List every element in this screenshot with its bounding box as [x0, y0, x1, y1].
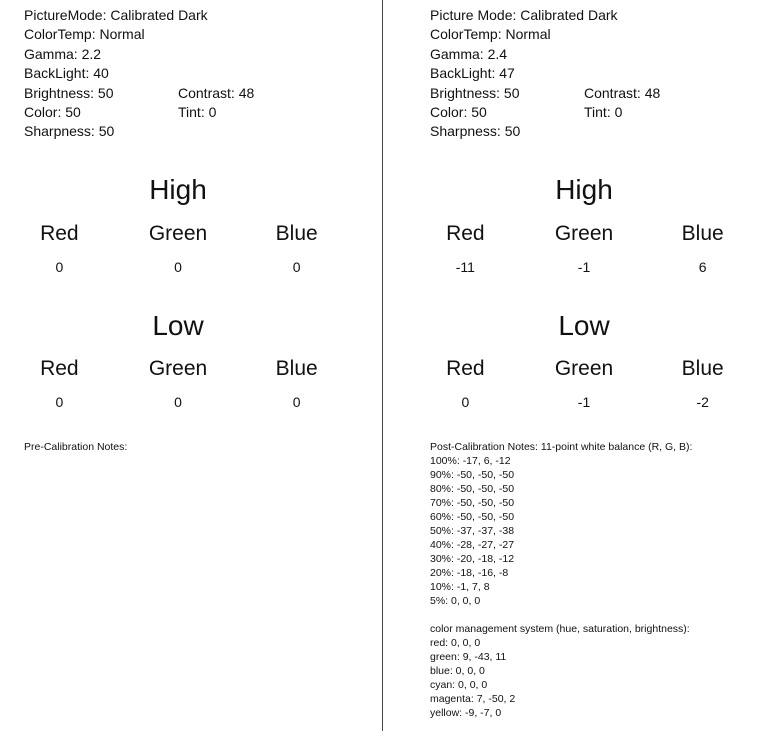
- setting-row: [24, 103, 254, 122]
- low-red-value: 0: [55, 394, 64, 410]
- low-title: Low: [152, 310, 204, 341]
- green-label: Green: [554, 357, 614, 380]
- blue-label: Blue: [275, 222, 318, 245]
- setting-backlight: BackLight: 40: [24, 65, 109, 82]
- settings-block: [24, 6, 254, 142]
- high-channel-values: [0, 258, 356, 276]
- high-red-value: 0: [55, 259, 64, 275]
- wb-line: 70%: -50, -50, -50: [430, 497, 515, 509]
- setting-color: Color: 50: [430, 104, 487, 121]
- wb-line: 80%: -50, -50, -50: [430, 483, 515, 495]
- green-label: Green: [554, 222, 614, 245]
- low-blue-value: -2: [696, 394, 709, 410]
- cms-line: green: 9, -43, 11: [430, 651, 507, 663]
- high-channel-labels: [0, 221, 356, 247]
- low-red-value: 0: [461, 394, 470, 410]
- green-label: Green: [148, 357, 208, 380]
- pre-calibration-page: [0, 0, 383, 731]
- cms-line: blue: 0, 0, 0: [430, 665, 485, 677]
- post-calibration-notes: [430, 440, 692, 720]
- setting-color-temp: ColorTemp: Normal: [430, 26, 551, 43]
- green-label: Green: [148, 222, 208, 245]
- red-label: Red: [40, 222, 79, 245]
- spacer: [430, 608, 692, 622]
- red-label: Red: [446, 222, 485, 245]
- settings-block: [430, 6, 660, 142]
- wb-line: 50%: -37, -37, -38: [430, 525, 515, 537]
- setting-contrast: Contrast: 48: [584, 84, 661, 101]
- setting-row: [430, 84, 660, 103]
- notes-title: Pre-Calibration Notes:: [24, 441, 128, 453]
- setting-sharpness: Sharpness: 50: [24, 123, 115, 140]
- high-channel-values: [406, 258, 762, 276]
- wb-line: 100%: -17, 6, -12: [430, 455, 511, 467]
- setting-sharpness: Sharpness: 50: [430, 123, 521, 140]
- high-green-value: 0: [174, 259, 182, 275]
- high-title: High: [555, 174, 613, 205]
- low-channel-values: [0, 393, 356, 411]
- setting-picture-mode: PictureMode: Calibrated Dark: [24, 7, 208, 23]
- setting-row: [430, 103, 660, 122]
- setting-color: Color: 50: [24, 104, 81, 121]
- high-blue-value: 0: [292, 259, 301, 275]
- setting-contrast: Contrast: 48: [178, 84, 255, 101]
- red-label: Red: [446, 357, 485, 380]
- wb-line: 30%: -20, -18, -12: [430, 553, 515, 565]
- wb-line: 40%: -28, -27, -27: [430, 539, 515, 551]
- pre-calibration-notes: [24, 440, 127, 454]
- low-blue-value: 0: [292, 394, 301, 410]
- setting-row: [24, 84, 254, 103]
- low-channel-values: [406, 393, 762, 411]
- cms-line: yellow: -9, -7, 0: [430, 707, 502, 719]
- high-title: High: [149, 174, 207, 205]
- setting-picture-mode: Picture Mode: Calibrated Dark: [430, 7, 618, 23]
- setting-backlight: BackLight: 47: [430, 65, 515, 82]
- high-green-value: -1: [577, 259, 591, 275]
- setting-color-temp: ColorTemp: Normal: [24, 26, 145, 43]
- blue-label: Blue: [681, 222, 724, 245]
- high-blue-value: 6: [698, 259, 707, 275]
- wb-line: 5%: 0, 0, 0: [430, 595, 481, 607]
- low-green-value: -1: [577, 394, 591, 410]
- blue-label: Blue: [275, 357, 318, 380]
- cms-line: red: 0, 0, 0: [430, 637, 481, 649]
- cms-line: magenta: 7, -50, 2: [430, 693, 516, 705]
- cms-line: cyan: 0, 0, 0: [430, 679, 488, 691]
- setting-brightness: Brightness: 50: [430, 84, 520, 101]
- post-calibration-page: [384, 0, 767, 731]
- wb-line: 60%: -50, -50, -50: [430, 511, 515, 523]
- high-red-value: -11: [455, 259, 475, 275]
- red-label: Red: [40, 357, 79, 380]
- high-channel-labels: [406, 221, 762, 247]
- blue-label: Blue: [681, 357, 724, 380]
- notes-title: Post-Calibration Notes: 11-point white balance (R, G, B):: [430, 441, 693, 453]
- page-divider: [382, 0, 383, 731]
- cms-title: color management system (hue, saturation, brightness):: [430, 623, 690, 635]
- setting-gamma: Gamma: 2.2: [24, 45, 102, 62]
- setting-tint: Tint: 0: [178, 104, 217, 121]
- low-green-value: 0: [174, 394, 182, 410]
- setting-brightness: Brightness: 50: [24, 84, 114, 101]
- setting-gamma: Gamma: 2.4: [430, 45, 508, 62]
- setting-tint: Tint: 0: [584, 104, 623, 121]
- wb-line: 20%: -18, -16, -8: [430, 567, 509, 579]
- wb-line: 90%: -50, -50, -50: [430, 469, 515, 481]
- wb-line: 10%: -1, 7, 8: [430, 581, 490, 593]
- low-channel-labels: [0, 356, 356, 382]
- low-channel-labels: [406, 356, 762, 382]
- low-title: Low: [558, 310, 610, 341]
